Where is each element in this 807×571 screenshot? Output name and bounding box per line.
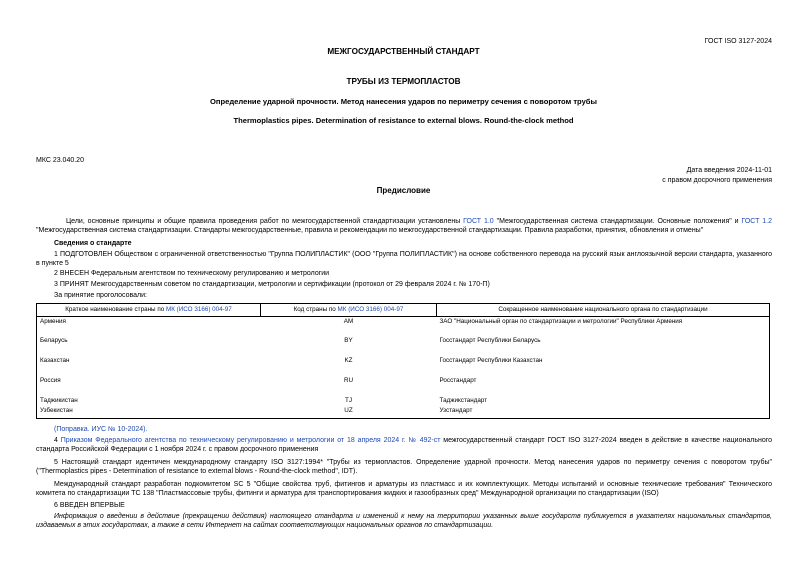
table-row (37, 376, 770, 396)
document-code: ГОСТ ISO 3127-2024 (704, 38, 772, 45)
publication-note: Информация о введении в действие (прекращении действия) настоящего стандарта и изменений к нему на территории указанных выше государств публикуется в указателях национальных стандартов, издаваемых в этих государствах, а также в сети Интернет на сайтах соответствующих национальных органов по стандартизации. (36, 513, 772, 529)
goals-paragraph: Цели, основные принципы и общие правила проведения работ по межгосударственной стандартизации установлены ГОСТ 1.0 "Межгосударственная система стандартизации. Основные положения" и ГОСТ 1.2 "Межгосударственная система стандартизации. Стандарты межгосударственные, правила и рекомендации по межгосударственной стандартизации. Правила разработки, принятия, обновления и отмены" (36, 218, 772, 234)
item-1-prepared: 1 ПОДГОТОВЛЕН Обществом с ограниченной ответственностью "Группа ПОЛИПЛАСТИК" (ООО "Группа ПОЛИПЛАСТИК") на основе собственного перевода на русский язык англоязычной версии стандарта, указанного в пункте 5 (36, 251, 772, 267)
table-row (37, 396, 770, 406)
document-subtitle: Определение ударной прочности. Метод нанесения ударов по периметру сечения с поворотом трубы (210, 97, 597, 106)
item-2-introduced: 2 ВНЕСЕН Федеральным агентством по техническому регулированию и метрологии (54, 270, 330, 277)
cell-country: Армения (40, 317, 66, 325)
voted-label: За принятие проголосовали: (54, 292, 147, 299)
cell-body: Госстандарт Республики Казахстан (439, 357, 543, 365)
cell-body: Таджикстандарт (439, 397, 488, 405)
item-5-developer: Международный стандарт разработан подкомитетом SC 5 "Общие свойства труб, фитингов и арматуры из пластмасс и их комплектующих. Методы испытаний и основные технические требования" Технического комитета по стандартизации ТС 138 "Пластмассовые трубы, фитинги и арматура для транспортирования жидких и газообразных сред" Международной организации по стандартизации (ISO) (36, 481, 772, 497)
early-use-note: с правом досрочного применения (662, 177, 772, 184)
cell-country: Беларусь (40, 337, 68, 345)
gost-1-0-link[interactable]: ГОСТ 1.0 (463, 218, 494, 225)
cell-country: Казахстан (40, 357, 70, 365)
item-5-identical: 5 Настоящий стандарт идентичен международному стандарту ISO 3127:1994* "Трубы из термопластов. Определение ударной прочности. Метод нанесения ударов по периметру сечения с поворотом трубы" ("Thermoplastics pipes - Determination of resistance to external blows - Round-the-clock method", IDT). (36, 459, 772, 475)
cell-country: Таджикистан (40, 397, 78, 405)
cell-code: AM (343, 317, 354, 325)
intro-date: Дата введения 2024-11-01 (686, 167, 772, 174)
cell-code: KZ (344, 357, 353, 365)
cell-country: Узбекистан (37, 406, 261, 418)
cell-code: UZ (261, 406, 437, 418)
table-header-row (37, 304, 770, 317)
item-4-order: 4 Приказом Федерального агентства по техническому регулированию и метрологии от 18 апреля 2024 г. № 492-ст межгосударственный стандарт ГОСТ ISO 3127-2024 введен в действие в качестве национального стандарта Российской Федерации с 1 ноября 2024 г. с правом досрочного применения (36, 437, 773, 453)
cell-body: Узстандарт (437, 406, 770, 418)
header-national-body: Сокращенное наименование национального органа по стандартизации (437, 304, 770, 317)
cell-body: ЗАО "Национальный орган по стандартизации и метрологии" Республики Армения (439, 317, 683, 325)
header-country: Краткое наименование страны по МК (ИСО 3166) 004-97 (37, 304, 261, 317)
cell-code: TJ (345, 397, 352, 405)
document-title-english: Thermoplastics pipes. Determination of resistance to external blows. Round-the-clock method (233, 116, 574, 125)
mk-iso-3166-code-link[interactable]: МК (ИСО 3166) 004-97 (337, 306, 404, 313)
table-row (37, 406, 770, 418)
mk-iso-3166-link[interactable]: МК (ИСО 3166) 004-97 (165, 306, 232, 313)
table-row (37, 316, 770, 336)
standard-type-heading: МЕЖГОСУДАРСТВЕННЫЙ СТАНДАРТ (327, 47, 480, 56)
cell-body: Госстандарт Республики Беларусь (439, 337, 541, 345)
gost-1-2-link[interactable]: ГОСТ 1.2 (741, 218, 772, 225)
item-3-adopted: 3 ПРИНЯТ Межгосударственным советом по стандартизации, метрологии и сертификации (протокол от 29 февраля 2024 г. № 170-П) (54, 281, 490, 288)
header-code: Код страны по МК (ИСО 3166) 004-97 (261, 304, 437, 317)
standard-info-heading: Сведения о стандарте (54, 240, 132, 247)
item-6-first-introduced: 6 ВВЕДЕН ВПЕРВЫЕ (54, 502, 125, 509)
mks-code: МКС 23.040.20 (36, 157, 84, 164)
foreword-heading: Предисловие (376, 186, 431, 195)
cell-body: Росстандарт (439, 377, 477, 385)
document-title: ТРУБЫ ИЗ ТЕРМОПЛАСТОВ (346, 77, 461, 86)
member-states-table (36, 303, 770, 419)
amendment-link[interactable]: (Поправка. ИУС № 10-2024). (54, 426, 148, 433)
cell-country: Россия (40, 377, 61, 385)
table-row (37, 356, 770, 376)
cell-code: BY (344, 337, 353, 345)
order-492-link[interactable]: Приказом Федерального агентства по техническому регулированию и метрологии от 18 апреля 2024 г. № 492-ст (60, 437, 441, 444)
table-row (37, 336, 770, 356)
cell-code: RU (343, 377, 354, 385)
